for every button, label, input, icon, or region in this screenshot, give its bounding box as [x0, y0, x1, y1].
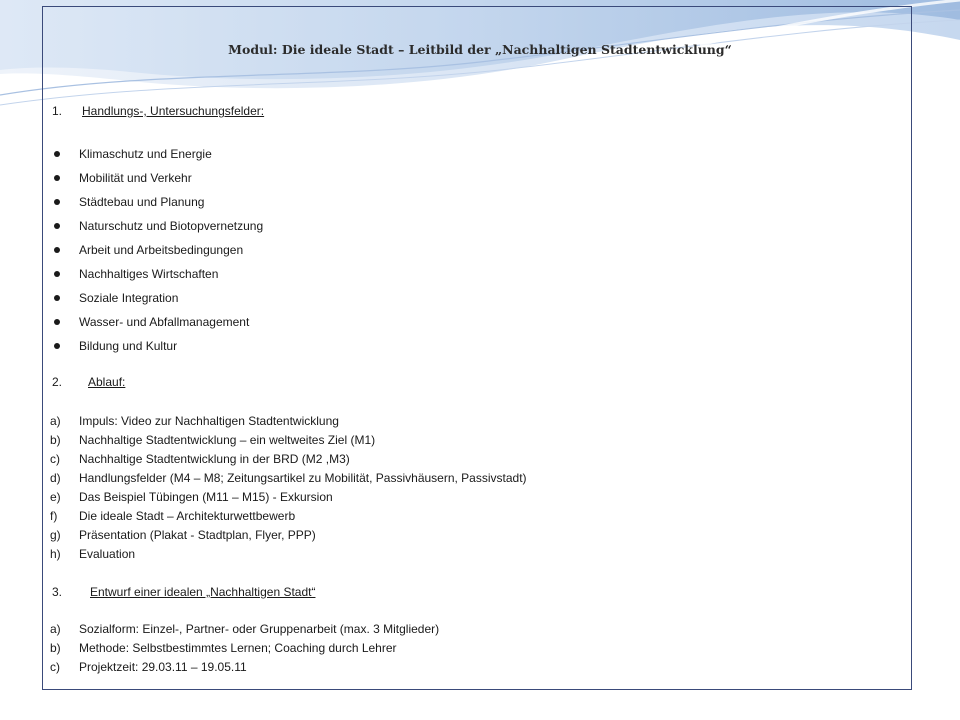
- list-item-text: Handlungsfelder (M4 – M8; Zeitungsartikel zu Mobilität, Passivhäusern, Passivstadt): [79, 471, 527, 485]
- list-item: [50, 488, 527, 507]
- section-3-number: 3.: [52, 585, 63, 599]
- list-item-label: a): [50, 622, 61, 636]
- list-item: [52, 170, 263, 194]
- section-1-title: Handlungs-, Untersuchungsfelder:: [82, 104, 265, 118]
- list-item-text: Nachhaltige Stadtentwicklung – ein weltweites Ziel (M1): [79, 433, 376, 447]
- list-item-text: Methode: Selbstbestimmtes Lernen; Coaching durch Lehrer: [79, 641, 397, 655]
- list-item: [52, 314, 263, 338]
- list-item-text: Projektzeit: 29.03.11 – 19.05.11: [79, 660, 247, 674]
- bullet-icon: [54, 175, 60, 181]
- section-2-number: 2.: [52, 375, 63, 389]
- list-item: [50, 450, 527, 469]
- list-item-label: c): [50, 660, 60, 674]
- list-item-label: c): [50, 452, 60, 466]
- bullet-icon: [54, 319, 60, 325]
- list-item: [50, 639, 439, 658]
- list-item: [52, 194, 263, 218]
- list-item-text: Impuls: Video zur Nachhaltigen Stadtentwicklung: [79, 414, 339, 428]
- section-3-title: Entwurf einer idealen „Nachhaltigen Stadt“: [90, 585, 316, 599]
- list-item-label: b): [50, 433, 61, 447]
- section-2-title: Ablauf:: [88, 375, 126, 389]
- list-item: [50, 431, 527, 450]
- list-item: [50, 658, 439, 677]
- list-item-label: h): [50, 547, 61, 561]
- section-1-list: [52, 146, 263, 362]
- list-item-label: g): [50, 528, 61, 542]
- bullet-icon: [54, 271, 60, 277]
- list-item: [52, 146, 263, 170]
- section-2-list: [50, 412, 527, 564]
- bullet-icon: [54, 199, 60, 205]
- list-item-text: Soziale Integration: [79, 291, 179, 305]
- list-item-label: a): [50, 414, 61, 428]
- section-2-heading: [52, 375, 125, 389]
- section-3-heading: [52, 585, 315, 599]
- page-title: Modul: Die ideale Stadt – Leitbild der „Nachhaltigen Stadtentwicklung“: [228, 42, 732, 57]
- list-item-text: Die ideale Stadt – Architekturwettbewerb: [79, 509, 296, 523]
- section-1-heading: [52, 104, 264, 118]
- list-item: [52, 266, 263, 290]
- list-item: [52, 338, 263, 362]
- list-item: [50, 507, 527, 526]
- list-item-text: Das Beispiel Tübingen (M11 – M15) - Exkursion: [79, 490, 333, 504]
- section-3-list: [50, 620, 439, 677]
- bullet-icon: [54, 247, 60, 253]
- list-item: [50, 526, 527, 545]
- list-item-text: Nachhaltige Stadtentwicklung in der BRD (M2 ,M3): [79, 452, 350, 466]
- list-item-text: Naturschutz und Biotopvernetzung: [79, 219, 264, 233]
- list-item: [52, 218, 263, 242]
- list-item-text: Arbeit und Arbeitsbedingungen: [79, 243, 244, 257]
- list-item: [52, 242, 263, 266]
- list-item: [50, 469, 527, 488]
- list-item-text: Mobilität und Verkehr: [79, 171, 192, 185]
- list-item-label: f): [50, 509, 58, 523]
- list-item-text: Wasser- und Abfallmanagement: [79, 315, 250, 329]
- list-item-text: Sozialform: Einzel-, Partner- oder Gruppenarbeit (max. 3 Mitglieder): [79, 622, 440, 636]
- list-item-text: Nachhaltiges Wirtschaften: [79, 267, 219, 281]
- list-item-text: Bildung und Kultur: [79, 339, 178, 353]
- list-item-text: Städtebau und Planung: [79, 195, 205, 209]
- bullet-icon: [54, 151, 60, 157]
- section-1-number: 1.: [52, 104, 63, 118]
- list-item: [50, 545, 527, 564]
- list-item: [52, 290, 263, 314]
- bullet-icon: [54, 295, 60, 301]
- bullet-icon: [54, 223, 60, 229]
- list-item-label: e): [50, 490, 61, 504]
- list-item-label: b): [50, 641, 61, 655]
- bullet-icon: [54, 343, 60, 349]
- list-item: [50, 620, 439, 639]
- list-item-label: d): [50, 471, 61, 485]
- list-item-text: Präsentation (Plakat - Stadtplan, Flyer, PPP): [79, 528, 316, 542]
- list-item-text: Evaluation: [79, 547, 136, 561]
- list-item-text: Klimaschutz und Energie: [79, 147, 212, 161]
- list-item: [50, 412, 527, 431]
